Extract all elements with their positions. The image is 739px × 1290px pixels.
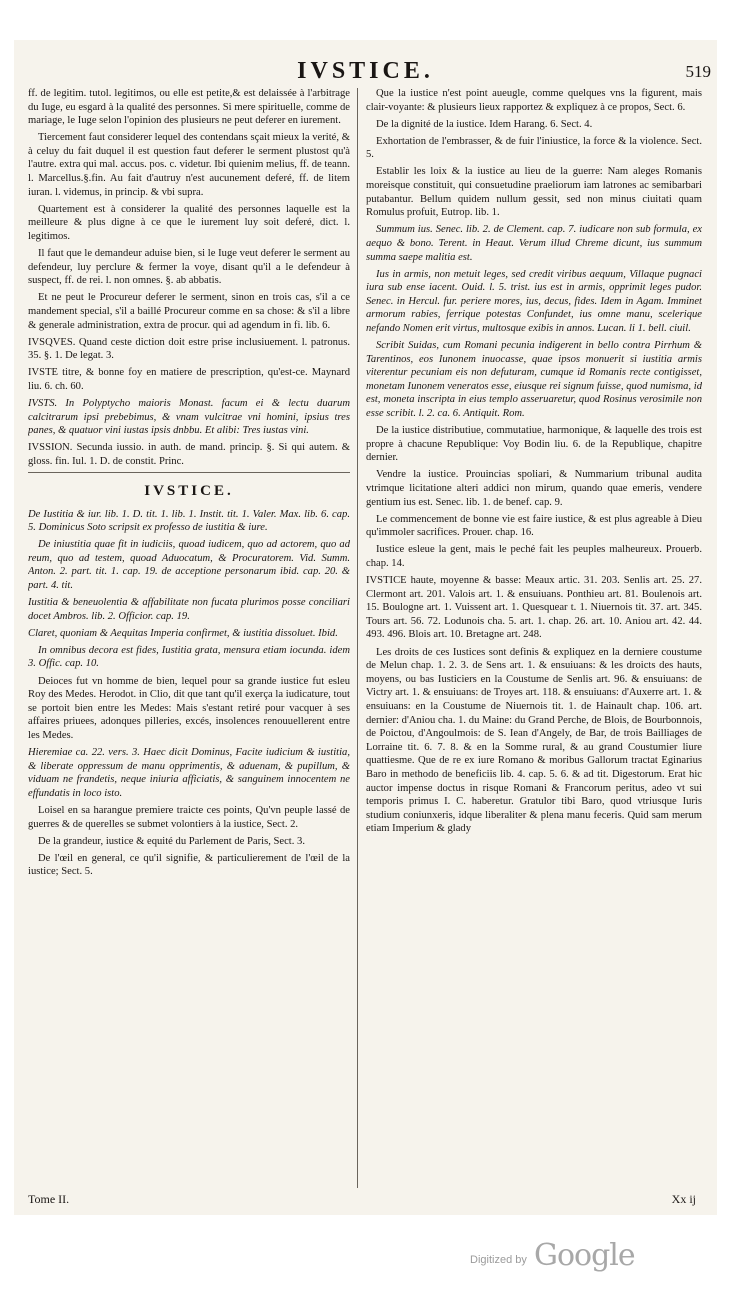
book-page	[14, 40, 717, 1215]
text-paragraph: Iustitia & beneuolentia & affabilitate non fucata plurimos posse conciliari docet Ambros. lib. 2. Officior. cap. 19.	[28, 597, 350, 622]
page-number: 519	[685, 62, 711, 81]
text-paragraph: De la dignité de la iustice. Idem Harang. 6. Sect. 4.	[376, 118, 593, 130]
text-paragraph: IVSTE titre, & bonne foy en matiere de prescription, qu'est-ce. Maynard liu. 6. ch. 60.	[28, 367, 350, 392]
text-paragraph: Vendre la iustice. Prouincias spoliari, & Nummarium tribunal audita vtrimque licitatione alteri addici non mirum, quando quae emeris, vendere gentium ius est. Senec. lib. 1. de benef. cap. 9.	[366, 469, 702, 508]
left-top-entries	[28, 87, 350, 468]
left-section-entries	[28, 508, 350, 879]
section-rule	[28, 472, 350, 473]
text-paragraph: Summum ius. Senec. lib. 2. de Clement. cap. 7. iudicare non sub formula, ex aequo & bono. Terent. in Heaut. Verum illud Chreme dicunt, ius summum summa saepe malitia est.	[366, 224, 702, 263]
text-paragraph: Le commencement de bonne vie est faire iustice, & est plus agreable à Dieu qu'immoler sacrifices. Prouer. chap. 16.	[366, 513, 702, 539]
text-paragraph: Loisel en sa harangue premiere traicte ces points, Qu'vn peuple lassé de guerres & de querelles se submet volontiers à la iustice, Sect. 2.	[28, 804, 350, 830]
volume-label: Tome II.	[28, 1192, 70, 1206]
text-paragraph: In omnibus decora est fides, Iustitia grata, mensura etiam iocunda. idem 3. Offic. cap. 10.	[28, 644, 350, 670]
text-paragraph: IVSSION. Secunda iussio. in auth. de mand. princip. §. Si qui autem. & gloss. fin. Iul. 1. D. de constit. Princ.	[28, 442, 350, 467]
signature-mark: Xx ij	[671, 1192, 696, 1206]
text-paragraph: Quartement est à considerer la qualité des personnes laquelle est la meilleure & plus digne à ce que le iurement luy soit deferé, dict. l. legitimos.	[28, 203, 350, 242]
digitized-by-text: Digitized by	[470, 1254, 527, 1266]
text-paragraph: De la grandeur, iustice & equité du Parlement de Paris, Sect. 3.	[38, 835, 305, 847]
text-paragraph: De l'œil en general, ce qu'il signifie, & particulierement de l'œil de la iustice; Sect. 5.	[28, 852, 350, 878]
text-paragraph: Ius in armis, non metuit leges, sed credit viribus aequum, Villaque pugnaci iura sub ense iacent. Ouid. l. 5. trist. ius est in armis, opprimit leges pudor. Senec. in Hercul. fur. periere mores, ius, decus, fides. Idem in Agam. Imminet armorum rabies, ferrique potestas Confundet, ius omne manu, scelerique nefando Nomen erit virtus, multosque exibis in annos. Lucan. li 1. bell. ciuil.	[366, 268, 702, 334]
text-paragraph: Scribit Suidas, cum Romani pecunia indigerent in bello contra Pirrhum & Tarentinos, eos Iunonem inuocasse, quae ipsos monuerit si iustitia armis viterentur pecuniam eis non defuturam, cumque id Romanis recte contigisset, monetam Iunonem veneratos esse, eiusque rei signum fuisse, quod numisma, id est, moneta inscripta in eius templo asseruaretur, quod Rosinus verosimile non esse scribit. l. 2. ca. 6. Antiquit. Rom.	[366, 340, 702, 420]
page-footer	[28, 1192, 702, 1210]
text-paragraph: De la iustice distributiue, commutatiue, harmonique, & laquelle des trois est propre à chacune Republique: Voy Bodin liu. 6. de la Republique, chapitre dernier.	[366, 425, 702, 464]
running-title: IVSTICE.	[297, 58, 434, 84]
google-logo: Google	[534, 1238, 635, 1273]
text-paragraph: Iustice esleue la gent, mais le peché fait les peuples malheureux. Prouerb. chap. 14.	[366, 544, 702, 569]
right-entries	[366, 87, 702, 836]
text-paragraph: Il faut que le demandeur aduise bien, si le Iuge veut deferer le serment au defendeur, luy perclure & fermer la voye, disant qu'il a le defendeur à suspect, ff. de rei. l. non omnes. §. ab abbatis.	[28, 248, 350, 287]
running-header	[14, 58, 717, 88]
right-column	[366, 87, 702, 1192]
text-paragraph: Tiercement faut considerer lequel des contendans sçait mieux la verité, & à celuy du fait duquel il est question faut deferer le serment plustost qu'à l'autre. extra qui mal. accus. pos. c. videtur. Ibi quienim melius, ff. de teann. l. Marcellus.§.fin. Au fait d'autruy n'est aucunement deferé, ff. de litem iuran. l. videmus, in princip. & vbi supra.	[28, 132, 350, 198]
text-paragraph: Establir les loix & la iustice au lieu de la guerre: Nam aleges Romanis moreisque constituit, qui consuetudine praeliorum iam latrones ac semibarbari putabantur. Bellum quidem nullum gessit, sed non minus ciuitati quam Romulus profuit, Eutrop. lib. 1.	[366, 166, 702, 219]
text-paragraph: De Iustitia & iur. lib. 1. D. tit. 1. lib. 1. Instit. tit. 1. Valer. Max. lib. 6. cap. 5. Dominicus Soto scripsit ex professo de iustitia & iure.	[28, 508, 350, 534]
digitized-watermark	[470, 1238, 710, 1274]
text-paragraph: IVSQVES. Quand ceste diction doit estre prise inclusiuement. l. patronus. 35. §. 1. De legat. 3.	[28, 336, 350, 362]
text-paragraph: IVSTS. In Polyptycho maioris Monast. facum ei & lectu duarum calcitrarum ipsi prebebimus, & vnam vulcitrae vni homini, ipsius tres panes, & quatuor vini iustas ipsis dnbbu. Et alibi: Tres iustas vini.	[28, 397, 350, 437]
text-paragraph: Exhortation de l'embrasser, & de fuir l'iniustice, la force & la violence. Sect. 5.	[366, 135, 702, 161]
text-paragraph: Que la iustice n'est point aueugle, comme quelques vns la figurent, mais clair-voyante: & plusieurs lieux rapportez & expliquez à ce propos, Sect. 6.	[366, 88, 702, 113]
text-paragraph: De iniustitia quae fit in iudiciis, quoad iudicem, quo ad actorem, quo ad reum, quo ad testem, quoad Aduocatum, & Procuratorem. Vid. Summ. Anton. 2. part. tit. 1. cap. 19. de acceptione personarum ibid. cap. 20. & part. 4. tit.	[28, 539, 350, 591]
text-paragraph: IVSTICE haute, moyenne & basse: Meaux artic. 31. 203. Senlis art. 25. 27. Clermont art. 201. Valois art. 1. & ensuiuans. Ponthieu art. 81. Boulenois art. 15. Boulogne art. 1. Vuissent art. 1. Quesquear t. 1. Niuernois tit. 37. art. 345. Tours art. 56. 72. Lodunois cha. 5. art. 1. chap. 26. art. 10. Aniou art. 42. 44. 493. 496. Blois art. 10. Bretagne art. 248.	[366, 575, 702, 641]
text-paragraph: Les droits de ces Iustices sont definis & expliquez en la derniere coustume de Melun chap. 1. 2. 3. de Sens art. 1. & ensuiuans: & les droicts des hauts, moyens, ou bas Iusticiers en la Coustume de Senlis art. 96. & ensuiuans: de Victry art. 1. & ensuiuans: de Troyes art. 118. & ensuiuans: d'Auxerre art. 1. & ensuiuans: en la Coustume de Niuernois tit. 1. de Hainault chap. 106. art. dernier: d'Aniou cha. 1. du Maine: du Grand Perche, de Blois, de Bourbonnois, de Poictou, d'Angoulmois: de S. Iean d'Angely, de Bar, de trois Bailliages de Lorraine tit. 6. 7. 8. & en la Somme rural, & au grand Coustumier liure quattiesme. Que de re ex iure Romano & moribus Gallorum tractat Eginarius Baro in methodo de beneficiis lib. 4. cap. 5. 6. & ad tit. Digestorum. Erat hic auctor impense doctus in risque Romani & Francorum peritus, adeo vt sui temporis primus I. C. haberetur. Gratulor tibi Baro, quod vtriusque Iuris studium coniunxeris, idque liberaliter & plena manu feceris. Quid sam merum etiam Imperium & glady	[366, 646, 702, 835]
text-paragraph: Deioces fut vn homme de bien, lequel pour sa grande iustice fut esleu Roy des Medes. Herodot. in Clio, dit que tant qu'il exerça la iudicature, tout se portoit bien entre les Medes: Mais s'estant retiré pour vacquer à ses affaires priuees, adonques pilleries, excés, insolences renouuellerent entre les Medes.	[28, 675, 350, 741]
left-column	[28, 87, 350, 1192]
column-divider	[357, 88, 358, 1188]
text-paragraph: Claret, quoniam & Aequitas Imperia confirmet, & iustitia dissoluet. Ibid.	[28, 627, 338, 639]
section-heading: IVSTICE.	[144, 482, 234, 499]
text-paragraph: Et ne peut le Procureur deferer le serment, sinon en trois cas, s'il a ce mandement special, s'il a baillé Procureur comme en sa chose: & s'il a libre & generale administration, extra de procur. qui ad agendum in fi. lib. 6.	[28, 292, 350, 331]
text-paragraph: ff. de legitim. tutol. legitimos, ou elle est petite,& est delaissée à l'arbitrage du Iuge, eu esgard à la qualité des personnes. Si mere spirituelle, comme de mariage, le Iuge selon l'opinion des plusieurs ne peut deferer en iurement.	[28, 88, 350, 127]
text-paragraph: Hieremiae ca. 22. vers. 3. Haec dicit Dominus, Facite iudicium & iustitia, & liberate oppressum de manu opprimentis, & aduenam, & pupillum, & viduam ne frandetis, neque iniuria afficiatis, & sanguinem innocentem ne effundatis in loco isto.	[28, 747, 350, 799]
